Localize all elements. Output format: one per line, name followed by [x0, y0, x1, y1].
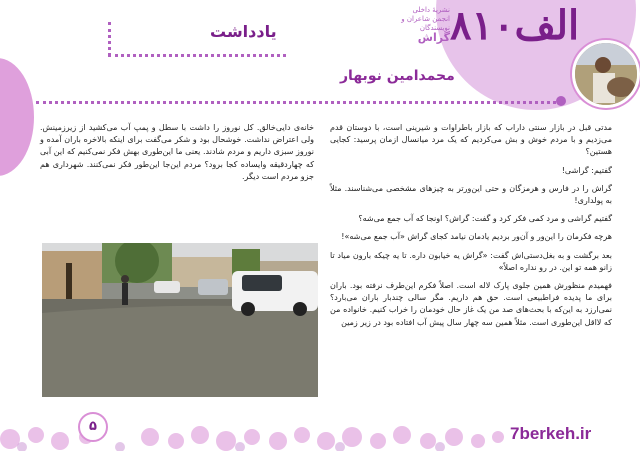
issue-number: [450, 2, 579, 49]
author-photo-image: [575, 43, 637, 105]
article-right-column: [330, 122, 612, 335]
publisher-line1: نشریهٔ داخلی: [412, 6, 450, 14]
paragraph: مدتی قبل در بازار سنتی داراب که بازار باطراوات و شیرینی است، با دوستان قدم می‌زدیم و با مردم خوش و بش می‌کردیم که یک مرد میانسال ازمان پرسید: کجایی هستین؟: [330, 123, 612, 157]
website-watermark: 7berkeh.ir: [510, 424, 592, 443]
flood-photo: [42, 243, 318, 397]
paragraph: هرچه فکرمان را این‌ور و آن‌ور بردیم یادمان نیامد کجای گراش «آب جمع می‌شه»!: [341, 232, 612, 242]
paragraph: گراش را در فارس و هرمزگان و حتی این‌ورتر به چیزهای مشخصی می‌شناسند. مثلاً به پولداری!: [330, 183, 612, 206]
publisher-name: گراش: [417, 31, 450, 44]
author-name: محمدامین نوبهار: [340, 68, 455, 84]
publisher-line2: انجمن شاعران و نویسندگان: [401, 15, 450, 32]
author-photo: [572, 40, 640, 108]
publisher-block: [370, 6, 450, 42]
left-decor-circle: [0, 58, 34, 176]
section-label: یادداشت: [210, 22, 277, 41]
author-dotted-line: [36, 101, 556, 104]
paragraph: خانه‌ی دایی‌خالق. کل نوروز را داشت با سطل و پمپ آب می‌کشید از زیرزمینش. ولی اعتراض نداشت. خوشحال بود و شکر می‌گفت برای اینکه بالاخره باران آمده و نوروز سبزی داریم و مردم شادند. یعنی ما این‌طوری بهش فکر نمی‌کنیم که این آبی که چهاردقیقه وایساده کجا برود؟ مردم این‌جا این‌طور فکر نمی‌کنند. شهرداری هم جزو مردم است دیگر.: [40, 123, 314, 181]
author-dotted-accent: [556, 96, 566, 106]
paragraph: گفتیم گراشی و مرد کمی فکر کرد و گفت: گراش؟ اونجا که آب جمع می‌شه؟: [358, 214, 612, 224]
article-left-column: [40, 122, 314, 189]
paragraph: فهمیدم منظورش همین جلوی پارک لاله است. اصلاً فکرم این‌طرف نرفته بود. باران برای ما پدیده فراطبیعی است. حق هم داریم. مگر سالی چندبار باران می‌بارد؟ نمی‌ارزد به این‌که با بحث‌های صد من یک غاز حال خودمان را خراب کنیم. خانواده من که لااقل این‌طوری است. مثلاً همین سه چهار سال پیش آب افتاده بود در زیر زمین: [330, 281, 612, 327]
page-number: ۵: [89, 419, 97, 434]
paragraph: بعد برگشت و به بغل‌دستی‌اش گفت: «گراش یه خیابون داره. تا یه چیکه بارون میاد تا زانو همه تو این. در رو نداره اصلاً»: [330, 250, 612, 272]
issue-digits: ۸۱۰: [450, 2, 515, 49]
section-dotted-line: [108, 54, 286, 57]
issue-letters: الف: [514, 2, 580, 49]
paragraph: گفتیم: گراشی!: [561, 165, 612, 175]
section-dotted-vertical: [108, 22, 111, 56]
flood-photo-image: [42, 243, 318, 397]
page-number-badge: [78, 412, 108, 442]
